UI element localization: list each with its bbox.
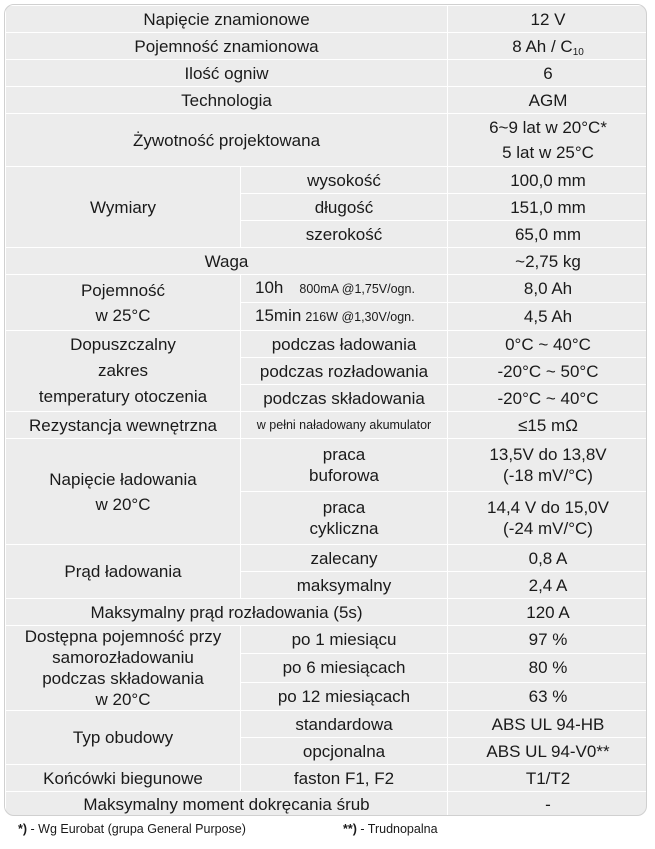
capacity25-label-2: w 25°C bbox=[95, 305, 151, 325]
spec-sublabel: standardowa bbox=[241, 711, 448, 738]
rate-condition: 800mA @1,75V/ogn. bbox=[299, 282, 415, 296]
spec-sublabel bbox=[241, 303, 448, 331]
spec-label bbox=[6, 275, 241, 331]
self-discharge-label-3: podczas składowania bbox=[42, 669, 204, 688]
table-row bbox=[6, 792, 648, 817]
table-row bbox=[6, 167, 648, 194]
spec-label: Pojemność znamionowa bbox=[6, 33, 448, 60]
battery-spec-table bbox=[5, 5, 647, 816]
spec-sublabel bbox=[241, 492, 448, 545]
spec-sublabel: szerokość bbox=[241, 221, 448, 248]
spec-label: Żywotność projektowana bbox=[6, 114, 448, 167]
spec-label: Prąd ładowania bbox=[6, 545, 241, 599]
spec-sublabel: podczas ładowania bbox=[241, 331, 448, 358]
spec-sublabel bbox=[241, 275, 448, 303]
footnote-1-text: - Wg Eurobat (grupa General Purpose) bbox=[27, 822, 246, 836]
footnote-2-mark: **) bbox=[343, 822, 357, 836]
float-label-2: buforowa bbox=[309, 466, 379, 485]
spec-sublabel: po 6 miesiącach bbox=[241, 654, 448, 682]
cyclic-label-2: cykliczna bbox=[309, 519, 379, 538]
spec-label: Końcówki biegunowe bbox=[6, 765, 241, 792]
capacity25-label-1: Pojemność bbox=[80, 280, 166, 300]
self-discharge-label-2: samorozładowaniu bbox=[52, 648, 194, 667]
temp-label-2: zakres bbox=[97, 361, 149, 380]
lifetime-value-2: 5 lat w 25°C bbox=[502, 143, 594, 162]
footnote-2-text: - Trudnopalna bbox=[356, 822, 438, 836]
spec-value: AGM bbox=[448, 87, 647, 114]
spec-label bbox=[6, 626, 241, 711]
rate-time: 10h bbox=[255, 278, 284, 297]
spec-label: Waga bbox=[6, 248, 448, 275]
spec-value: 0°C ~ 40°C bbox=[448, 331, 647, 358]
temp-label-1: Dopuszczalny bbox=[70, 335, 176, 354]
lifetime-value-1: 6~9 lat w 20°C* bbox=[489, 118, 607, 137]
spec-label: Typ obudowy bbox=[6, 711, 241, 765]
spec-value: 80 % bbox=[448, 654, 647, 682]
table-row bbox=[6, 599, 648, 626]
spec-sublabel: podczas rozładowania bbox=[241, 358, 448, 385]
spec-sublabel: maksymalny bbox=[241, 572, 448, 599]
cyclic-label-1: praca bbox=[322, 498, 366, 517]
footnote-1 bbox=[18, 822, 246, 836]
spec-value bbox=[448, 114, 647, 167]
charge-voltage-label-2: w 20°C bbox=[95, 494, 151, 514]
table-row bbox=[6, 114, 648, 167]
cyclic-value-2: (-24 mV/°C) bbox=[503, 519, 593, 538]
spec-sublabel bbox=[241, 439, 448, 492]
spec-value: ABS UL 94-HB bbox=[448, 711, 647, 738]
spec-label bbox=[6, 331, 241, 412]
spec-sublabel: faston F1, F2 bbox=[241, 765, 448, 792]
table-row bbox=[6, 711, 648, 738]
spec-table-panel bbox=[4, 4, 647, 816]
spec-value: 63 % bbox=[448, 682, 647, 710]
footnote-2 bbox=[343, 822, 438, 836]
spec-value: -20°C ~ 50°C bbox=[448, 358, 647, 385]
table-row bbox=[6, 439, 648, 492]
spec-value: 2,4 A bbox=[448, 572, 647, 599]
spec-label: Maksymalny moment dokręcania śrub bbox=[6, 792, 448, 817]
rate-time: 15min bbox=[255, 306, 302, 325]
spec-label: Maksymalny prąd rozładowania (5s) bbox=[6, 599, 448, 626]
spec-value: 97 % bbox=[448, 626, 647, 654]
spec-value bbox=[448, 492, 647, 545]
spec-value: 100,0 mm bbox=[448, 167, 647, 194]
spec-sublabel: po 1 miesiącu bbox=[241, 626, 448, 654]
float-value-1: 13,5V do 13,8V bbox=[489, 445, 607, 464]
spec-sublabel: po 12 miesiącach bbox=[241, 682, 448, 710]
spec-value: 4,5 Ah bbox=[448, 303, 647, 331]
spec-label: Rezystancja wewnętrzna bbox=[6, 412, 241, 439]
spec-value: -20°C ~ 40°C bbox=[448, 385, 647, 412]
spec-sublabel: zalecany bbox=[241, 545, 448, 572]
spec-label: Wymiary bbox=[6, 167, 241, 248]
spec-label: Technologia bbox=[6, 87, 448, 114]
spec-value: - bbox=[448, 792, 647, 817]
table-row bbox=[6, 545, 648, 572]
capacity-subscript: 10 bbox=[572, 46, 584, 58]
table-row bbox=[6, 248, 648, 275]
spec-sublabel: podczas składowania bbox=[241, 385, 448, 412]
capacity-value: 8 Ah / C bbox=[512, 36, 573, 56]
spec-value: 65,0 mm bbox=[448, 221, 647, 248]
table-row bbox=[6, 412, 648, 439]
cyclic-value-1: 14,4 V do 15,0V bbox=[487, 498, 609, 517]
table-row bbox=[6, 331, 648, 358]
self-discharge-label-4: w 20°C bbox=[95, 690, 151, 709]
table-row bbox=[6, 33, 648, 60]
float-label-1: praca bbox=[322, 445, 366, 464]
spec-value: 12 V bbox=[448, 6, 647, 33]
table-row bbox=[6, 60, 648, 87]
table-row bbox=[6, 87, 648, 114]
spec-value bbox=[448, 33, 647, 60]
spec-value: 8,0 Ah bbox=[448, 275, 647, 303]
table-row bbox=[6, 626, 648, 654]
spec-value: 6 bbox=[448, 60, 647, 87]
spec-label bbox=[6, 439, 241, 545]
footnotes bbox=[18, 822, 438, 836]
spec-sublabel: długość bbox=[241, 194, 448, 221]
spec-value bbox=[448, 439, 647, 492]
spec-value: ~2,75 kg bbox=[448, 248, 647, 275]
spec-value: 120 A bbox=[448, 599, 647, 626]
spec-value: 0,8 A bbox=[448, 545, 647, 572]
charge-voltage-label-1: Napięcie ładowania bbox=[49, 469, 197, 489]
spec-value: 151,0 mm bbox=[448, 194, 647, 221]
self-discharge-label-1: Dostępna pojemność przy bbox=[24, 627, 222, 646]
float-value-2: (-18 mV/°C) bbox=[503, 466, 593, 485]
table-row bbox=[6, 6, 648, 33]
rate-condition: 216W @1,30V/ogn. bbox=[305, 310, 415, 324]
spec-label: Napięcie znamionowe bbox=[6, 6, 448, 33]
table-row bbox=[6, 765, 648, 792]
spec-label: Ilość ogniw bbox=[6, 60, 448, 87]
spec-value: T1/T2 bbox=[448, 765, 647, 792]
spec-value: ≤15 mΩ bbox=[448, 412, 647, 439]
spec-value: ABS UL 94-V0** bbox=[448, 738, 647, 765]
temp-label-3: temperatury otoczenia bbox=[38, 387, 208, 406]
spec-sublabel: opcjonalna bbox=[241, 738, 448, 765]
footnote-1-mark: *) bbox=[18, 822, 28, 836]
spec-sublabel: wysokość bbox=[241, 167, 448, 194]
table-row bbox=[6, 275, 648, 303]
spec-sublabel: w pełni naładowany akumulator bbox=[241, 412, 448, 439]
